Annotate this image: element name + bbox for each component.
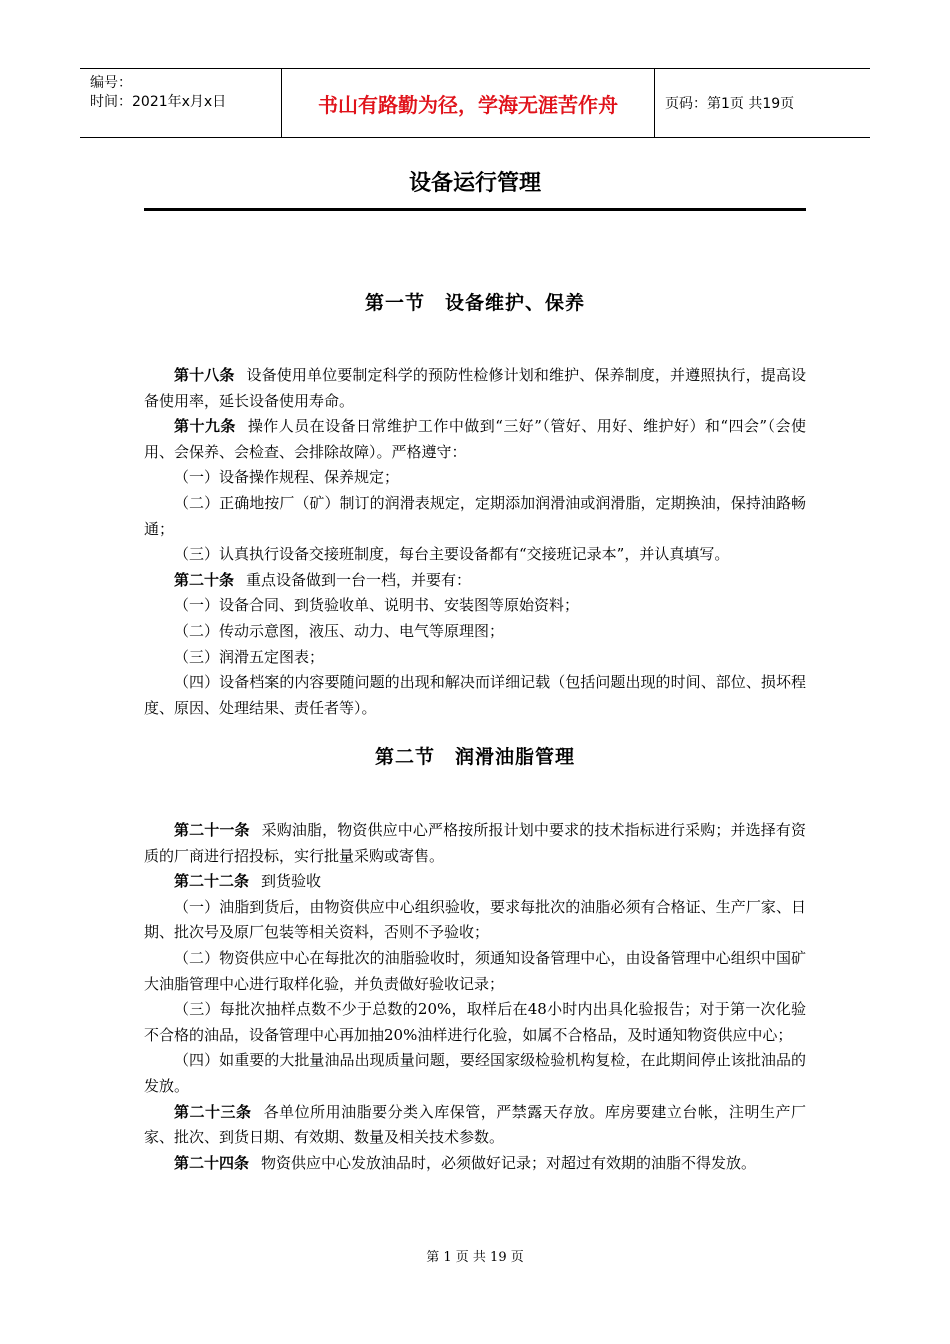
article-paragraph — [144, 568, 806, 594]
article-number: 第二十一条 — [174, 821, 250, 839]
article-paragraph — [144, 542, 806, 568]
article-paragraph — [144, 491, 806, 542]
section-1-heading: 第一节 设备维护、保养 — [364, 292, 585, 314]
page-footer: 第 1 页 共 19 页 — [426, 1250, 524, 1265]
article-number: 第二十条 — [174, 570, 235, 589]
article-text: 设备使用单位要制定科学的预防性检修计划和维护、保养制度，并遵照执行，提高设备使用率，延长设备使用寿命。 — [144, 366, 806, 410]
header-meta-cell — [80, 69, 282, 137]
article-text: （二）正确地按厂（矿）制订的润滑表规定，定期添加润滑油或润滑脂，定期换油，保持油路畅通； — [144, 493, 806, 538]
article-text: 操作人员在设备日常维护工作中做到“三好”（管好、用好、维护好）和“四会”（会使用、会保养、会检查、会排除故障）。严格遵守： — [144, 417, 806, 461]
date-line: 时间：2021年x月x日 — [90, 94, 227, 110]
article-paragraph — [144, 465, 806, 491]
article-text: （二）物资供应中心在每批次的油脂验收时，须通知设备管理中心，由设备管理中心组织中国矿大油脂管理中心进行取样化验，并负责做好验收记录； — [144, 948, 806, 993]
article-paragraph — [144, 593, 806, 619]
article-paragraph — [144, 645, 806, 671]
article-number: 第十九条 — [174, 417, 236, 436]
article-paragraph — [144, 1100, 806, 1151]
document-title: 设备运行管理 — [408, 171, 541, 196]
page-info: 页码：第1页 共19页 — [665, 96, 795, 112]
article-paragraph — [144, 619, 806, 645]
article-text: 到货验收 — [261, 872, 322, 891]
section-2-body — [144, 818, 806, 1176]
number-label: 编号： — [90, 75, 132, 91]
article-text: （一）设备合同、到货验收单、说明书、安装图等原始资料； — [174, 596, 580, 615]
article-paragraph — [144, 363, 806, 414]
article-text: （三）认真执行设备交接班制度，每台主要设备都有“交接班记录本”，并认真填写。 — [174, 545, 730, 564]
article-text: （一）油脂到货后，由物资供应中心组织验收，要求每批次的油脂必须有合格证、生产厂家、日期、批次号及原厂包装等相关资料，否则不予验收； — [144, 897, 806, 942]
article-number: 第十八条 — [174, 366, 235, 384]
article-text: （一）设备操作规程、保养规定； — [174, 468, 400, 487]
article-paragraph — [144, 670, 806, 721]
article-text: 采购油脂，物资供应中心严格按所报计划中要求的技术指标进行采购；并选择有资质的厂商进行招投标，实行批量采购或寄售。 — [144, 821, 806, 865]
article-text: 物资供应中心发放油品时，必须做好记录；对超过有效期的油脂不得发放。 — [261, 1153, 757, 1172]
article-text: 各单位所用油脂要分类入库保管，严禁露天存放。库房要建立台帐，注明生产厂家、批次、到货日期、有效期、数量及相关技术参数。 — [144, 1102, 806, 1147]
article-paragraph — [144, 1151, 806, 1177]
article-paragraph — [144, 1048, 806, 1099]
article-number: 第二十四条 — [174, 1153, 250, 1172]
article-paragraph — [144, 869, 806, 895]
title-underline — [144, 208, 806, 211]
article-text: （四）如重要的大批量油品出现质量问题，要经国家级检验机构复检，在此期间停止该批油品的发放。 — [144, 1051, 806, 1095]
motto: 书山有路勤为径，学海无涯苦作舟 — [282, 69, 655, 137]
header-table — [80, 68, 870, 138]
article-number: 第二十二条 — [174, 872, 250, 891]
section-1-body — [144, 363, 806, 721]
article-text: （四）设备档案的内容要随问题的出现和解决而详细记载（包括问题出现的时间、部位、损坏程度、原因、处理结果、责任者等）。 — [144, 673, 806, 717]
article-text: （三）润滑五定图表； — [174, 647, 325, 666]
section-2-heading: 第二节 润滑油脂管理 — [374, 746, 575, 768]
article-paragraph — [144, 895, 806, 946]
article-number: 第二十三条 — [174, 1102, 252, 1121]
article-text: （二）传动示意图，液压、动力、电气等原理图； — [174, 621, 505, 640]
article-paragraph — [144, 414, 806, 465]
article-text: （三）每批次抽样点数不少于总数的20%，取样后在48小时内出具化验报告；对于第一次化验不合格的油品，设备管理中心再加抽20%油样进行化验，如属不合格品，及时通知物资供应中心； — [144, 1000, 806, 1044]
article-paragraph — [144, 818, 806, 869]
article-paragraph — [144, 997, 806, 1048]
article-text: 重点设备做到一台一档，并要有： — [246, 570, 472, 589]
article-paragraph — [144, 946, 806, 997]
